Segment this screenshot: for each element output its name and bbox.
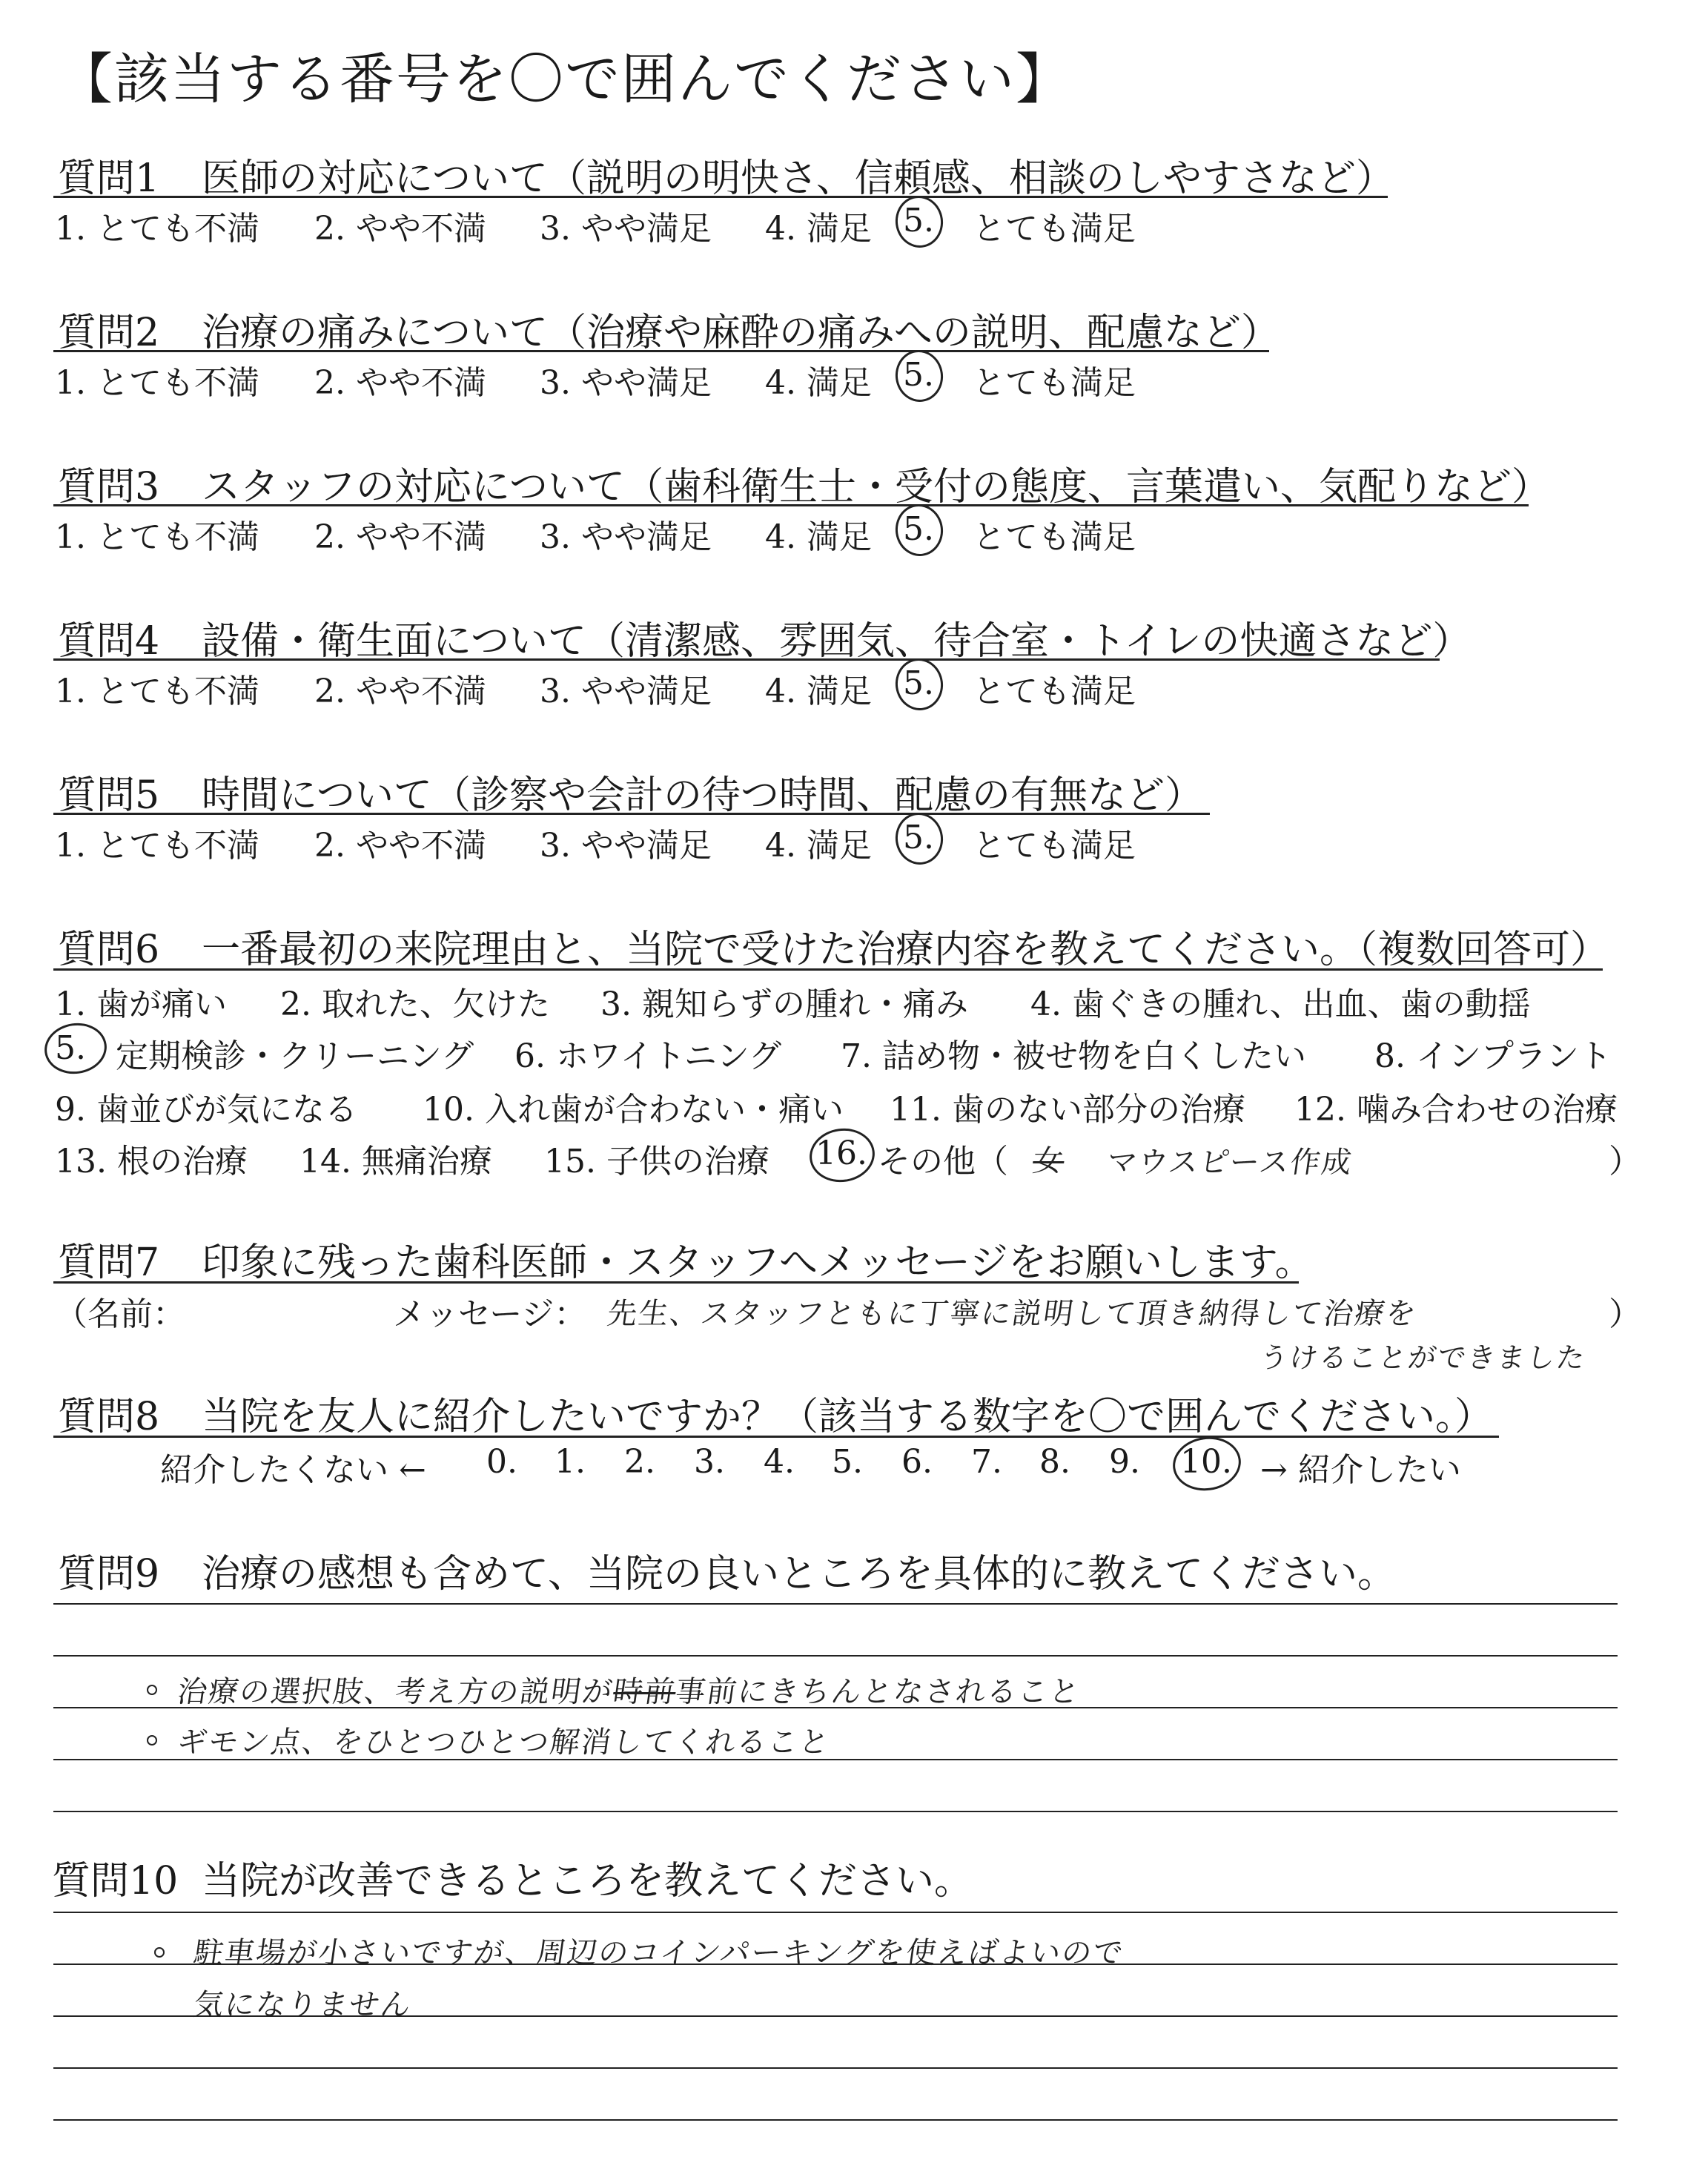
q2-option-2[interactable]: 2. やや不満 <box>314 364 486 402</box>
q6-option-7[interactable]: 7. 詰め物・被せ物を白くしたい <box>841 1037 1306 1075</box>
q9-text: 治療の感想も含めて、当院の良いところを具体的に教えてください。 <box>202 1552 1396 1596</box>
q9-answer-1: 治療の選択肢、考え方の説明が時前事前にきちんとなされること <box>175 1675 1083 1709</box>
q7-underline <box>53 1281 1299 1284</box>
q3-option-5[interactable]: 5. <box>903 510 934 548</box>
q8-label: 質問8 <box>58 1395 160 1439</box>
q2-text: 治療の痛みについて（治療や麻酔の痛みへの説明、配慮など） <box>202 311 1280 355</box>
q4-option-6[interactable]: とても満足 <box>973 673 1136 710</box>
q6-option-5-number[interactable]: 5. <box>55 1029 86 1067</box>
q2-option-5[interactable]: 5. <box>903 356 934 394</box>
q7-text: 印象に残った歯科医師・スタッフへメッセージをお願いします。 <box>202 1241 1314 1285</box>
q1-option-4[interactable]: 4. 満足 <box>765 210 872 248</box>
q9-label: 質問9 <box>58 1552 160 1596</box>
q5-option-3[interactable]: 3. やや満足 <box>540 827 712 865</box>
q4-underline <box>53 658 1440 661</box>
q4-option-4[interactable]: 4. 満足 <box>765 673 872 710</box>
q6-option-6[interactable]: 6. ホワイトニング <box>514 1037 782 1075</box>
q9-answer-1-struck: 時前 <box>611 1675 678 1709</box>
q10-label: 質問10 <box>52 1859 179 1903</box>
q9-rule-5 <box>53 1811 1618 1812</box>
q6-option-11[interactable]: 11. 歯のない部分の治療 <box>890 1091 1245 1129</box>
q8-text: 当院を友人に紹介したいですか？（該当する数字を〇で囲んでください。） <box>202 1395 1494 1439</box>
q8-number-7[interactable]: 7. <box>971 1443 1002 1481</box>
q2-underline <box>53 350 1269 352</box>
q8-left-label: 紹介したくない ← <box>160 1451 426 1489</box>
q2-option-1[interactable]: 1. とても不満 <box>55 364 259 402</box>
q1-underline <box>53 196 1388 198</box>
q8-number-2[interactable]: 2. <box>624 1443 655 1481</box>
q7-close-paren: ） <box>1609 1295 1641 1333</box>
q9-bullet-2 <box>147 1735 157 1745</box>
q8-number-4[interactable]: 4. <box>764 1443 795 1481</box>
q6-option-12[interactable]: 12. 噛み合わせの治療 <box>1294 1091 1618 1129</box>
q2-option-6[interactable]: とても満足 <box>973 364 1136 402</box>
q6-option-16[interactable]: その他（ <box>878 1143 1008 1180</box>
q1-label: 質問1 <box>58 156 160 201</box>
q6-option-13[interactable]: 13. 根の治療 <box>55 1143 248 1180</box>
q6-text: 一番最初の来院理由と、当院で受けた治療内容を教えてください。（複数回答可） <box>202 928 1609 972</box>
q8-number-10[interactable]: 10. <box>1180 1443 1232 1481</box>
q6-option-8[interactable]: 8. インプラント <box>1374 1037 1612 1075</box>
q6-other-close-paren: ） <box>1609 1143 1641 1180</box>
q2-label: 質問2 <box>58 311 160 355</box>
q6-option-15[interactable]: 15. 子供の治療 <box>544 1143 769 1180</box>
q6-option-9[interactable]: 9. 歯並びが気になる <box>55 1091 357 1129</box>
q3-option-6[interactable]: とても満足 <box>973 518 1136 556</box>
q9-answer-2: ギモン点、をひとつひとつ解消してくれること <box>175 1725 833 1760</box>
page-title: 【該当する番号を〇で囲んでください】 <box>58 47 1072 111</box>
q4-option-2[interactable]: 2. やや不満 <box>314 673 486 710</box>
q1-option-5[interactable]: 5. <box>903 202 934 240</box>
q10-answer-1: 駐車場が小さいですが、周辺のコインパーキングを使えばよいので <box>191 1936 1127 1970</box>
q8-right-label: → 紹介したい <box>1260 1451 1461 1489</box>
q4-option-1[interactable]: 1. とても不満 <box>55 673 259 710</box>
q9-rule-2 <box>53 1655 1618 1657</box>
q8-number-9[interactable]: 9. <box>1109 1443 1140 1481</box>
q7-label: 質問7 <box>58 1241 160 1285</box>
q7-name-label: （名前： <box>55 1295 185 1333</box>
q6-option-14[interactable]: 14. 無痛治療 <box>299 1143 492 1180</box>
q6-other-handwritten: マウスピース作成 <box>1105 1146 1355 1180</box>
q10-rule-1 <box>53 1912 1618 1913</box>
q5-option-4[interactable]: 4. 満足 <box>765 827 872 865</box>
q3-option-1[interactable]: 1. とても不満 <box>55 518 259 556</box>
q4-option-5[interactable]: 5. <box>903 664 934 702</box>
q6-other-struck-text: 女 <box>1030 1144 1067 1178</box>
q10-rule-4 <box>53 2067 1618 2069</box>
q3-option-2[interactable]: 2. やや不満 <box>314 518 486 556</box>
q5-option-2[interactable]: 2. やや不満 <box>314 827 486 865</box>
q3-text: スタッフの対応について（歯科衛生士・受付の態度、言葉遣い、気配りなど） <box>202 465 1550 509</box>
q8-number-3[interactable]: 3. <box>694 1443 725 1481</box>
q1-option-6[interactable]: とても満足 <box>973 210 1136 248</box>
q5-text: 時間について（診察や会計の待つ時間、配慮の有無など） <box>202 773 1203 818</box>
q4-option-3[interactable]: 3. やや満足 <box>540 673 712 710</box>
q7-message-handwritten-1: 先生、スタッフともに丁寧に説明して頂き納得して治療を <box>605 1297 1420 1331</box>
q6-option-10[interactable]: 10. 入れ歯が合わない・痛い <box>423 1091 844 1129</box>
q1-option-3[interactable]: 3. やや満足 <box>540 210 712 248</box>
q6-option-1[interactable]: 1. 歯が痛い <box>55 985 227 1023</box>
q4-label: 質問4 <box>58 619 160 664</box>
q2-option-3[interactable]: 3. やや満足 <box>540 364 712 402</box>
q7-message-label: メッセージ： <box>393 1295 587 1333</box>
q6-option-16-number[interactable]: 16. <box>815 1135 867 1172</box>
q3-option-4[interactable]: 4. 満足 <box>765 518 872 556</box>
q5-label: 質問5 <box>58 773 160 818</box>
q8-number-8[interactable]: 8. <box>1039 1443 1070 1481</box>
q8-number-5[interactable]: 5. <box>832 1443 863 1481</box>
q10-rule-5 <box>53 2119 1618 2121</box>
q1-option-2[interactable]: 2. やや不満 <box>314 210 486 248</box>
q4-text: 設備・衛生面について（清潔感、雰囲気、待合室・トイレの快適さなど） <box>202 619 1472 664</box>
q6-option-3[interactable]: 3. 親知らずの腫れ・痛み <box>600 985 968 1023</box>
q5-underline <box>53 813 1210 815</box>
q8-number-0[interactable]: 0. <box>486 1443 517 1481</box>
q3-label: 質問3 <box>58 465 160 509</box>
q6-selected-circle-5 <box>42 1019 110 1077</box>
q5-option-6[interactable]: とても満足 <box>973 827 1136 865</box>
q6-option-5[interactable]: 定期検診・クリーニング <box>116 1037 474 1075</box>
q10-text: 当院が改善できるところを教えてください。 <box>202 1859 973 1903</box>
q10-bullet-1 <box>154 1947 165 1958</box>
q3-underline <box>53 504 1529 506</box>
q8-number-1[interactable]: 1. <box>555 1443 586 1481</box>
q8-underline <box>53 1436 1499 1438</box>
q8-number-6[interactable]: 6. <box>901 1443 933 1481</box>
q9-rule-1 <box>53 1603 1618 1605</box>
q6-option-2[interactable]: 2. 取れた、欠けた <box>280 985 550 1023</box>
q7-message-handwritten-2: うけることができました <box>1257 1341 1589 1374</box>
q6-label: 質問6 <box>58 928 160 972</box>
q2-option-4[interactable]: 4. 満足 <box>765 364 872 402</box>
q6-underline <box>53 968 1603 971</box>
q6-selected-circle-16 <box>806 1124 878 1186</box>
q5-option-5[interactable]: 5. <box>903 819 934 856</box>
q6-option-4[interactable]: 4. 歯ぐきの腫れ、出血、歯の動揺 <box>1030 985 1531 1023</box>
q10-answer-2: 気になりません <box>191 1988 414 2022</box>
q3-option-3[interactable]: 3. やや満足 <box>540 518 712 556</box>
q5-option-1[interactable]: 1. とても不満 <box>55 827 259 865</box>
q9-bullet-1 <box>147 1685 157 1695</box>
q1-option-1[interactable]: 1. とても不満 <box>55 210 259 248</box>
q1-text: 医師の対応について（説明の明快さ、信頼感、相談のしやすさなど） <box>202 156 1394 201</box>
q8-selected-circle <box>1169 1433 1244 1495</box>
